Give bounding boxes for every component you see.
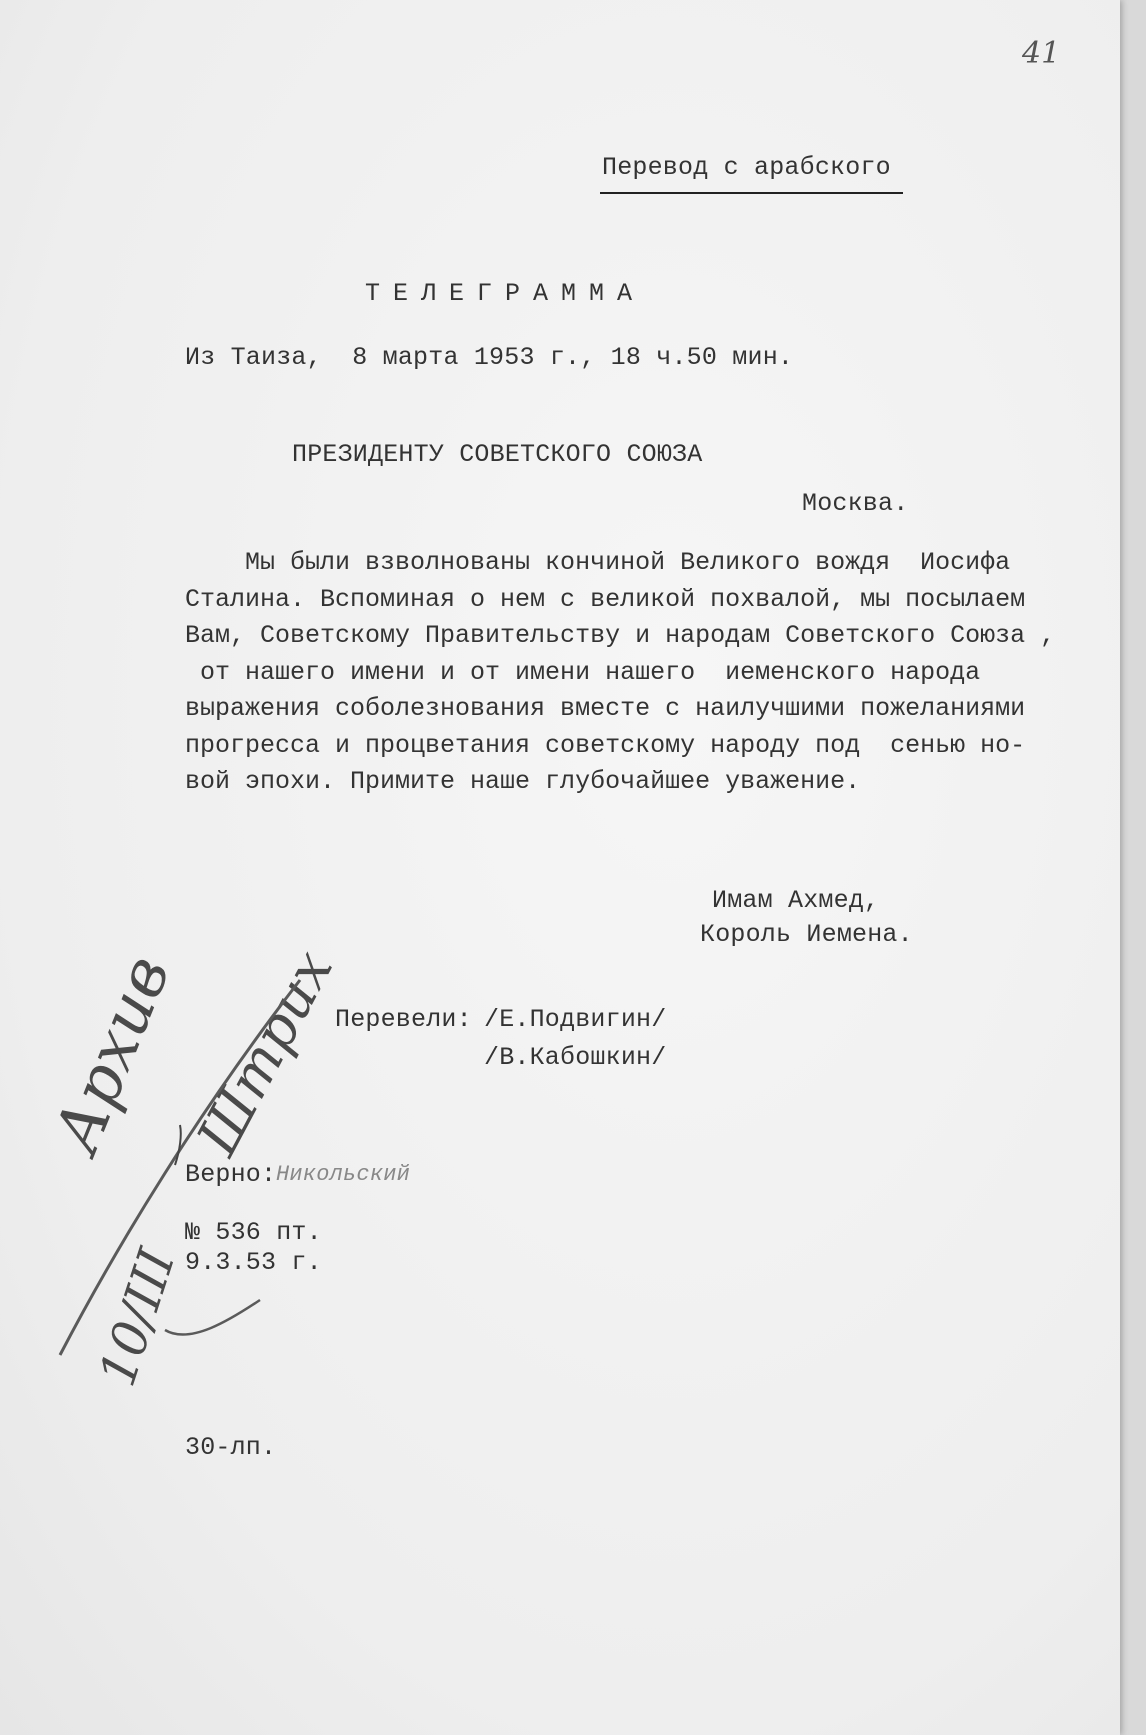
translators-label: Перевели:: [335, 1005, 472, 1034]
signature-name: Имам Ахмед,: [712, 886, 880, 915]
body-line: Вам, Советскому Правительству и народам Советского Союза ,: [185, 621, 1056, 650]
pencil-note-archive: Архив: [40, 945, 186, 1163]
verified-label: Верно:: [185, 1160, 277, 1189]
origin-line: Из Таиза, 8 марта 1953 г., 18 ч.50 мин.: [185, 343, 794, 372]
document-title: ТЕЛЕГРАММА: [365, 279, 646, 308]
signature-title: Король Иемена.: [700, 920, 913, 949]
reference-date: 9.3.53 г.: [185, 1248, 322, 1277]
header-note: Перевод с арабского: [602, 153, 891, 182]
verified-signature: Никольский: [276, 1162, 411, 1187]
body-line: вой эпохи. Примите наше глубочайшее уважение.: [185, 767, 861, 796]
body-line: прогресса и процветания советскому народу под сенью но-: [185, 730, 1026, 760]
translator-1: /Е.Подвигин/: [484, 1005, 667, 1034]
city: Москва.: [802, 489, 909, 518]
body-line: Сталина. Вспоминая о нем с великой похвалой, мы посылаем: [185, 584, 1026, 614]
telegram-body: [185, 545, 1056, 801]
copies-note: 30-лп.: [185, 1433, 277, 1462]
header-underline: [600, 192, 903, 194]
pencil-note-initials: Штрих: [185, 940, 346, 1166]
pencil-underline-stroke: [165, 1300, 260, 1335]
body-line: от нашего имени и от имени нашего иеменского народа: [185, 657, 981, 687]
pencil-tick-stroke: [175, 1125, 181, 1165]
body-line: выражения соболезнования вместе с наилучшими пожеланиями: [185, 694, 1026, 723]
body-line: Мы были взволнованы кончиной Великого вождя Иосифа: [185, 548, 1011, 577]
pencil-note-date: 10/III: [88, 1242, 187, 1393]
translator-2: /В.Кабошкин/: [484, 1043, 667, 1072]
reference-number: № 536 пт.: [185, 1218, 322, 1247]
addressee: ПРЕЗИДЕНТУ СОВЕТСКОГО СОЮЗА: [292, 440, 703, 469]
page-number: 41: [1022, 36, 1061, 71]
